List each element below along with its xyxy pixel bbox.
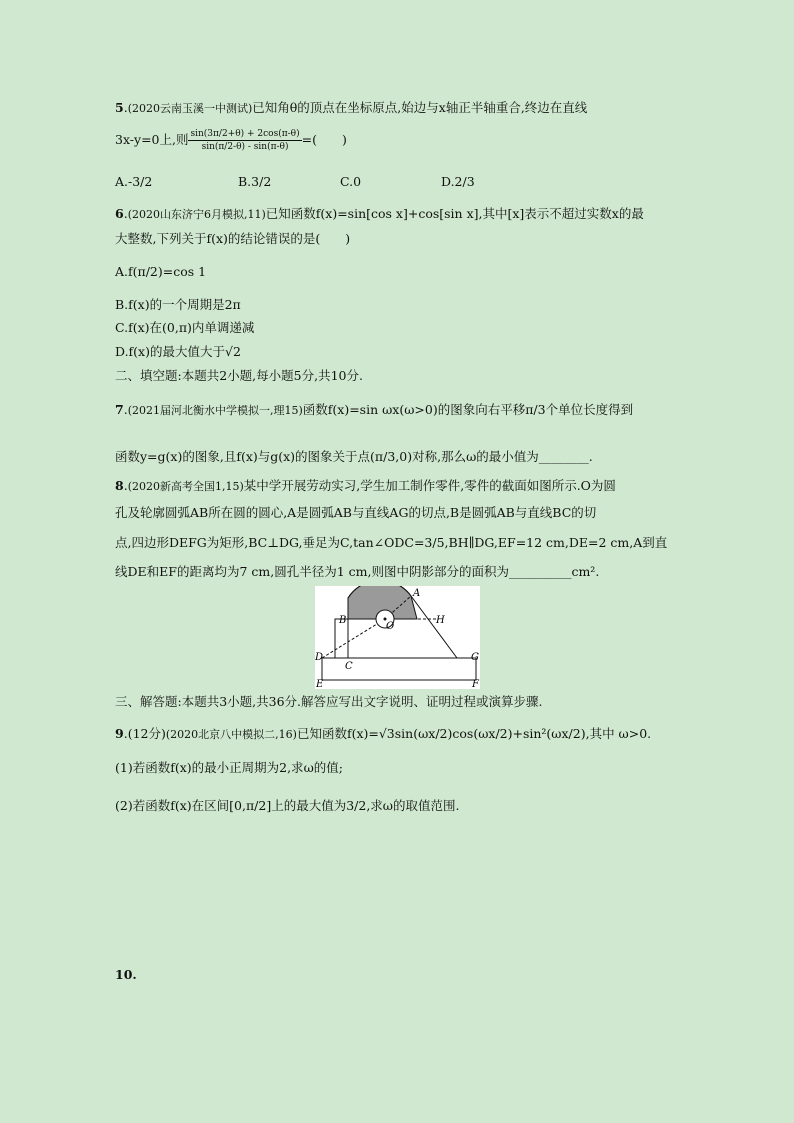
label-h: H xyxy=(436,615,445,626)
label-e: E xyxy=(316,679,324,689)
q5-option-a: A.-3/2 xyxy=(115,174,153,189)
q9-points: (12分) xyxy=(127,726,166,741)
q7-line2: 函数y=g(x)的图象,且f(x)与g(x)的图象关于点(π/3,0)对称,那么ω的最小值为________. xyxy=(115,449,593,464)
q8-line1: 8.(2020新高考全国1,15)某中学开展劳动实习,学生加工制作零件,零件的截面如图所示.O为圆 xyxy=(115,478,616,493)
q7-line1: 7.(2021届河北衡水中学模拟一,理15)函数f(x)=sin ωx(ω>0)的图象向右平移π/3个单位长度得到 xyxy=(115,402,634,417)
q9-part-1: (1)若函数f(x)的最小正周期为2,求ω的值; xyxy=(115,760,343,775)
q9-part-2: (2)若函数f(x)在区间[0,π/2]上的最大值为3/2,求ω的取值范围. xyxy=(115,798,460,813)
q9-stem: 已知函数f(x)=√3sin(ωx/2)cos(ωx/2)+sin²(ωx/2),其中 ω>0. xyxy=(296,726,652,741)
q8-line2: 孔及轮廓圆弧AB所在圆的圆心,A是圆弧AB与直线AG的切点,B是圆弧AB与直线BC的切 xyxy=(115,505,597,520)
q6-option-a: A.f(π/2)=cos 1 xyxy=(115,264,207,279)
q5-frac-numerator: sin(3π/2+θ) + 2cos(π-θ) xyxy=(190,129,300,139)
q8-stem-1: 某中学开展劳动实习,学生加工制作零件,零件的截面如图所示.O为圆 xyxy=(243,478,616,493)
q8-source: (2020新高考全国1,15) xyxy=(127,480,244,493)
q6-option-b: B.f(x)的一个周期是2π xyxy=(115,297,241,312)
label-b: B xyxy=(339,615,347,626)
q6-option-d: D.f(x)的最大值大于√2 xyxy=(115,344,241,359)
label-c: C xyxy=(345,661,353,672)
section-2-heading: 二、填空题:本题共2小题,每小题5分,共10分. xyxy=(115,368,363,383)
q5-line2 xyxy=(115,128,347,153)
q7-stem-1: 函数f(x)=sin ωx(ω>0)的图象向右平移π/3个单位长度得到 xyxy=(302,402,634,417)
q8-line3: 点,四边形DEFG为矩形,BC⊥DG,垂足为C,tan∠ODC=3/5,BH∥DG,EF=12 cm,DE=2 cm,A到直 xyxy=(115,535,668,550)
q5-frac-denominator: sin(π/2-θ) - sin(π-θ) xyxy=(201,142,289,152)
q8-line4: 线DE和EF的距离均为7 cm,圆孔半径为1 cm,则图中阴影部分的面积为__________cm². xyxy=(115,564,600,579)
label-g: G xyxy=(471,652,479,663)
label-d: D xyxy=(315,652,324,663)
q5-option-c: C.0 xyxy=(340,174,362,189)
q6-line2: 大整数,下列关于f(x)的结论错误的是( ) xyxy=(115,231,351,246)
q9-line1: 9.(12分)(2020北京八中模拟二,16)已知函数f(x)=√3sin(ωx/2)cos(ωx/2)+sin²(ωx/2),其中 ω>0. xyxy=(115,726,652,741)
q5-option-d: D.2/3 xyxy=(441,174,475,189)
q5-stem-2a: 3x-y=0上,则 xyxy=(115,132,189,147)
section-3-heading: 三、解答题:本题共3小题,共36分.解答应写出文字说明、证明过程或演算步骤. xyxy=(115,694,543,709)
q5-stem-2b: =( ) xyxy=(301,132,347,147)
q5-line1: 5.(2020云南玉溪一中测试)已知角θ的顶点在坐标原点,始边与x轴正半轴重合,终边在直线 xyxy=(115,100,588,115)
q10-number: 10. xyxy=(115,967,137,982)
q6-stem-1: 已知函数f(x)=sin[cos x]+cos[sin x],其中[x]表示不超过实数x的最 xyxy=(265,206,644,221)
q8-figure xyxy=(315,586,480,689)
q5-source: (2020云南玉溪一中测试) xyxy=(127,102,253,115)
q6-source: (2020山东济宁6月模拟,11) xyxy=(127,208,266,221)
q6-option-c: C.f(x)在(0,π)内单调递减 xyxy=(115,320,255,335)
q7-source: (2021届河北衡水中学模拟一,理15) xyxy=(127,404,303,417)
q6-line1: 6.(2020山东济宁6月模拟,11)已知函数f(x)=sin[cos x]+cos[sin x],其中[x]表示不超过实数x的最 xyxy=(115,206,644,221)
q5-stem-1: 已知角θ的顶点在坐标原点,始边与x轴正半轴重合,终边在直线 xyxy=(252,100,588,115)
label-a: A xyxy=(413,588,421,599)
label-o: O xyxy=(386,621,395,632)
q5-fraction xyxy=(188,128,301,153)
label-f: F xyxy=(472,679,479,689)
q5-option-b: B.3/2 xyxy=(238,174,272,189)
q9-source: (2020北京八中模拟二,16) xyxy=(165,728,297,741)
